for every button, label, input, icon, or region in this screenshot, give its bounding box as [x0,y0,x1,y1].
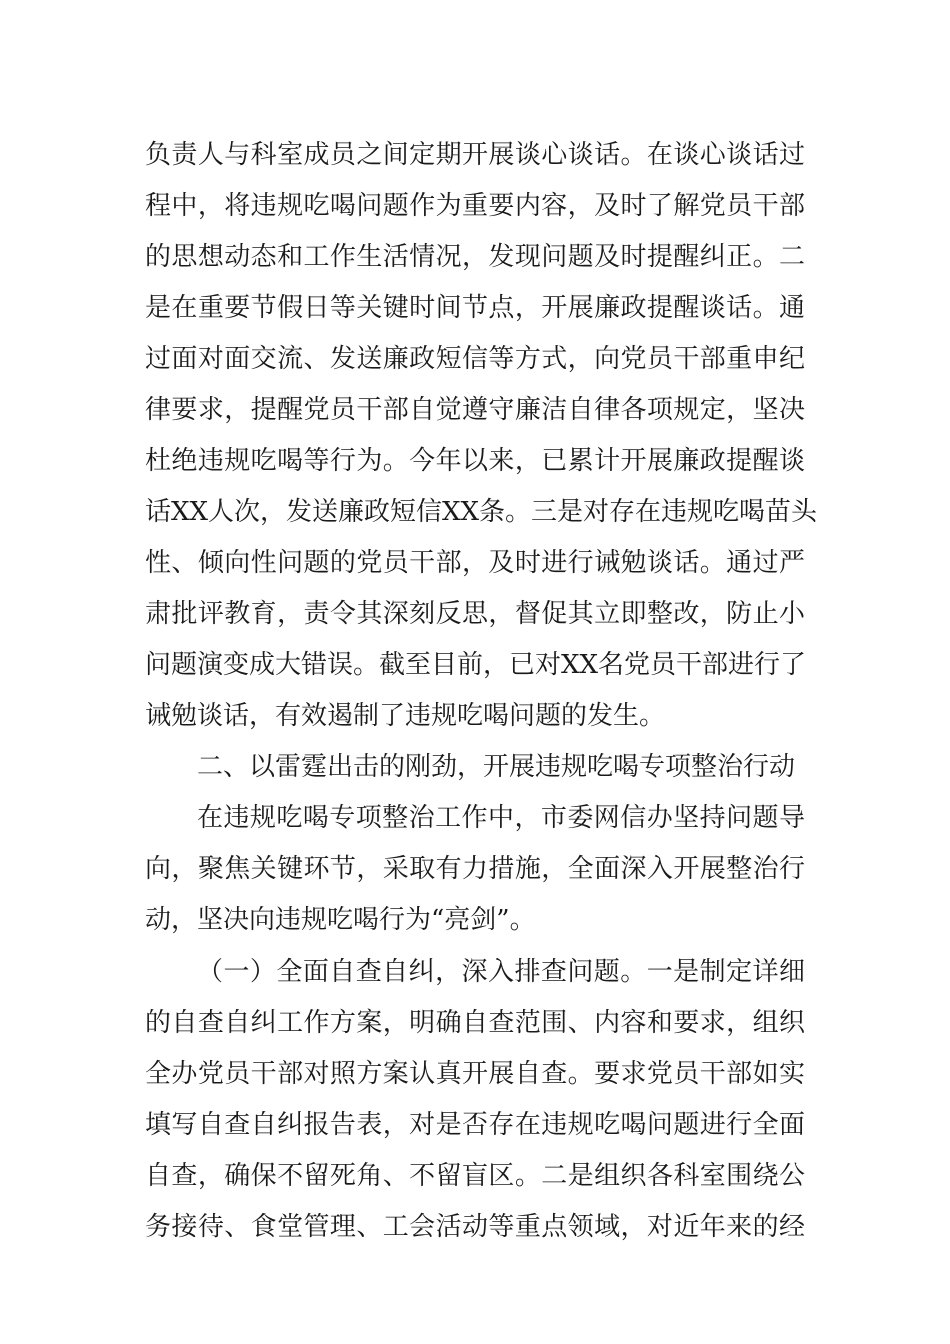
paragraph-line: 肃批评教育，责令其深刻反思，督促其立即整改，防止小 [145,599,805,629]
paragraph-line: 问题演变成大错误。截至目前，已对XX名党员干部进行了 [145,650,807,680]
paragraph-line: 话XX人次，发送廉政短信XX条。三是对存在违规吃喝苗头 [145,497,818,527]
paragraph-line: 是在重要节假日等关键时间节点，开展廉政提醒谈话。通 [145,293,805,323]
paragraph-line: 过面对面交流、发送廉政短信等方式，向党员干部重申纪 [145,344,805,374]
paragraph-line: （一）全面自查自纠，深入排查问题。一是制定详细 [197,957,805,987]
paragraph-line: 的思想动态和工作生活情况，发现问题及时提醒纠正。二 [145,242,805,272]
paragraph-line: 程中，将违规吃喝问题作为重要内容，及时了解党员干部 [145,191,805,221]
paragraph-line: 全办党员干部对照方案认真开展自查。要求党员干部如实 [145,1059,805,1089]
section-heading: 二、以雷霆出击的刚劲，开展违规吃喝专项整治行动 [197,752,796,782]
paragraph-line: 动，坚决向违规吃喝行为“亮剑”。 [145,905,536,935]
paragraph-line: 律要求，提醒党员干部自觉遵守廉洁自律各项规定，坚决 [145,395,805,425]
paragraph-line: 务接待、食堂管理、工会活动等重点领域，对近年来的经 [145,1212,805,1242]
paragraph-line: 在违规吃喝专项整治工作中，市委网信办坚持问题导 [197,803,805,833]
paragraph-line: 自查，确保不留死角、不留盲区。二是组织各科室围绕公 [145,1161,805,1191]
paragraph-line: 填写自查自纠报告表，对是否存在违规吃喝问题进行全面 [145,1110,805,1140]
paragraph-line: 性、倾向性问题的党员干部，及时进行诫勉谈话。通过严 [145,548,805,578]
paragraph-line: 的自查自纠工作方案，明确自查范围、内容和要求，组织 [145,1008,805,1038]
paragraph-line: 负责人与科室成员之间定期开展谈心谈话。在谈心谈话过 [145,140,805,170]
paragraph-line: 向，聚焦关键环节，采取有力措施，全面深入开展整治行 [145,854,805,884]
paragraph-line: 杜绝违规吃喝等行为。今年以来，已累计开展廉政提醒谈 [145,446,805,476]
paragraph-line: 诫勉谈话，有效遏制了违规吃喝问题的发生。 [145,701,666,731]
